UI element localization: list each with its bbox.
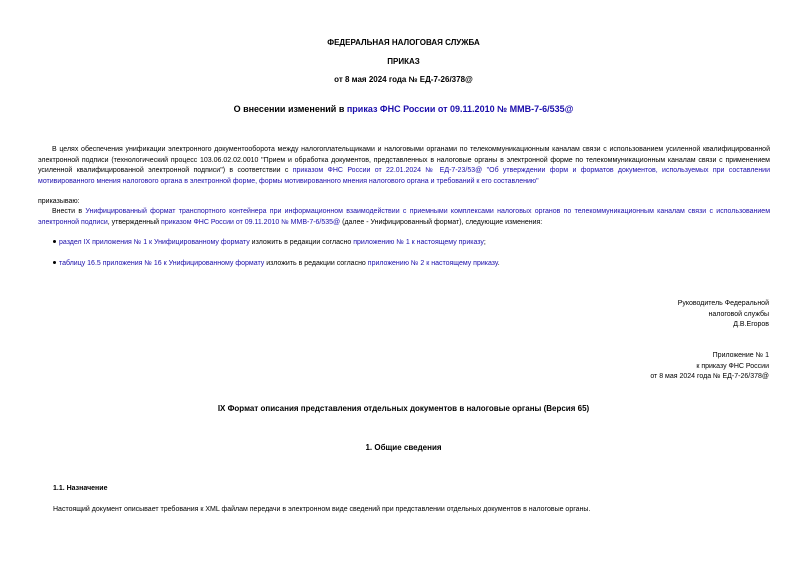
agency-title: ФЕДЕРАЛЬНАЯ НАЛОГОВАЯ СЛУЖБА <box>327 38 480 47</box>
bullet-end: . <box>497 260 500 267</box>
preamble-link-title[interactable]: "Об утверждении форм и форматов документов, используемых при составлении мотивированного мнения налогового органа в электронной форме, формы мотивированного мнения налогового органа и требований к его составлению" <box>38 167 771 185</box>
format-title: IX Формат описания представления отдельных документов в налоговые органы (Версия 65) <box>217 404 590 413</box>
subject-link[interactable]: приказ ФНС России от 09.11.2010 № ММВ-7-6/535@ <box>346 104 574 114</box>
bullet-end: ; <box>483 239 486 246</box>
bullet-icon <box>53 240 56 243</box>
bullet-link-appendix[interactable]: приложению № 2 к настоящему приказу <box>367 260 498 267</box>
signature-line-2: налоговой службы <box>708 310 769 318</box>
preamble-link-order[interactable]: приказом ФНС России от 22.01.2024 № ЕД-7-23/53@ <box>292 167 483 174</box>
list-item <box>53 259 500 269</box>
body-paragraph: Настоящий документ описывает требования к XML файлам передачи в электронном виде сведений при представлении отдельных документов в налоговые органы. <box>53 506 591 513</box>
subject-prefix: О внесении изменений в <box>233 104 347 114</box>
order-link-prikaz[interactable]: приказом ФНС России от 09.11.2010 № ММВ-7-6/535@ <box>161 218 341 226</box>
order-paragraph <box>38 207 770 228</box>
order-date-number: от 8 мая 2024 года № ЕД-7-26/378@ <box>334 75 473 84</box>
signature-line-3: Д.В.Егоров <box>733 321 769 328</box>
bullet-link-appendix[interactable]: приложению № 1 к настоящему приказу <box>353 239 484 246</box>
appendix-line-1: Приложение № 1 <box>712 352 769 359</box>
order-text-3: (далее - Унифицированный формат), следующие изменения: <box>340 218 543 226</box>
list-item <box>53 238 486 248</box>
bullet-link-section[interactable]: раздел IX приложения № 1 к Унифицированному формату <box>59 239 250 246</box>
bullet-text: изложить в редакции согласно <box>249 239 354 246</box>
order-text-2: , утвержденный <box>107 218 162 226</box>
order-subject <box>0 104 807 114</box>
appendix-line-3: от 8 мая 2024 года № ЕД-7-26/378@ <box>650 373 769 380</box>
bullet-text: изложить в редакции согласно <box>264 260 368 267</box>
signature-line-1: Руководитель Федеральной <box>677 300 769 307</box>
signature-block <box>678 299 769 331</box>
preamble-paragraph <box>38 145 770 187</box>
subsection-title: 1.1. Назначение <box>53 485 108 492</box>
preamble-text-1: В целях обеспечения унификации электронного документооборота между налогоплательщиками и налоговыми органами по телекоммуникационным каналам связи с использованием усиленной квалифицированной электронной подписи (технологический процесс 103.06.02.02.0010 "Прием и обработка документов, представленных в налоговые органы в электронной форме по телекоммуникационным каналам связи с применением усиленной квалифицированной электронной подписи") в соответствии с <box>38 146 770 174</box>
order-link-format[interactable]: Унифицированный формат транспортного контейнера при информационном взаимодействии с приемными комплексами налоговых органов по телекоммуникационным каналам связи с использованием электронной подписи <box>38 208 771 226</box>
appendix-reference <box>650 351 769 383</box>
section-title: 1. Общие сведения <box>365 443 442 452</box>
bullet-link-table[interactable]: таблицу 16.5 приложения № 16 к Унифицированному формату <box>59 260 265 267</box>
bullet-icon <box>53 261 56 264</box>
order-word: приказываю: <box>38 198 80 205</box>
appendix-line-2: к приказу ФНС России <box>696 362 769 370</box>
doc-type-title: ПРИКАЗ <box>387 57 420 66</box>
order-text-1: Внести в <box>52 208 86 215</box>
